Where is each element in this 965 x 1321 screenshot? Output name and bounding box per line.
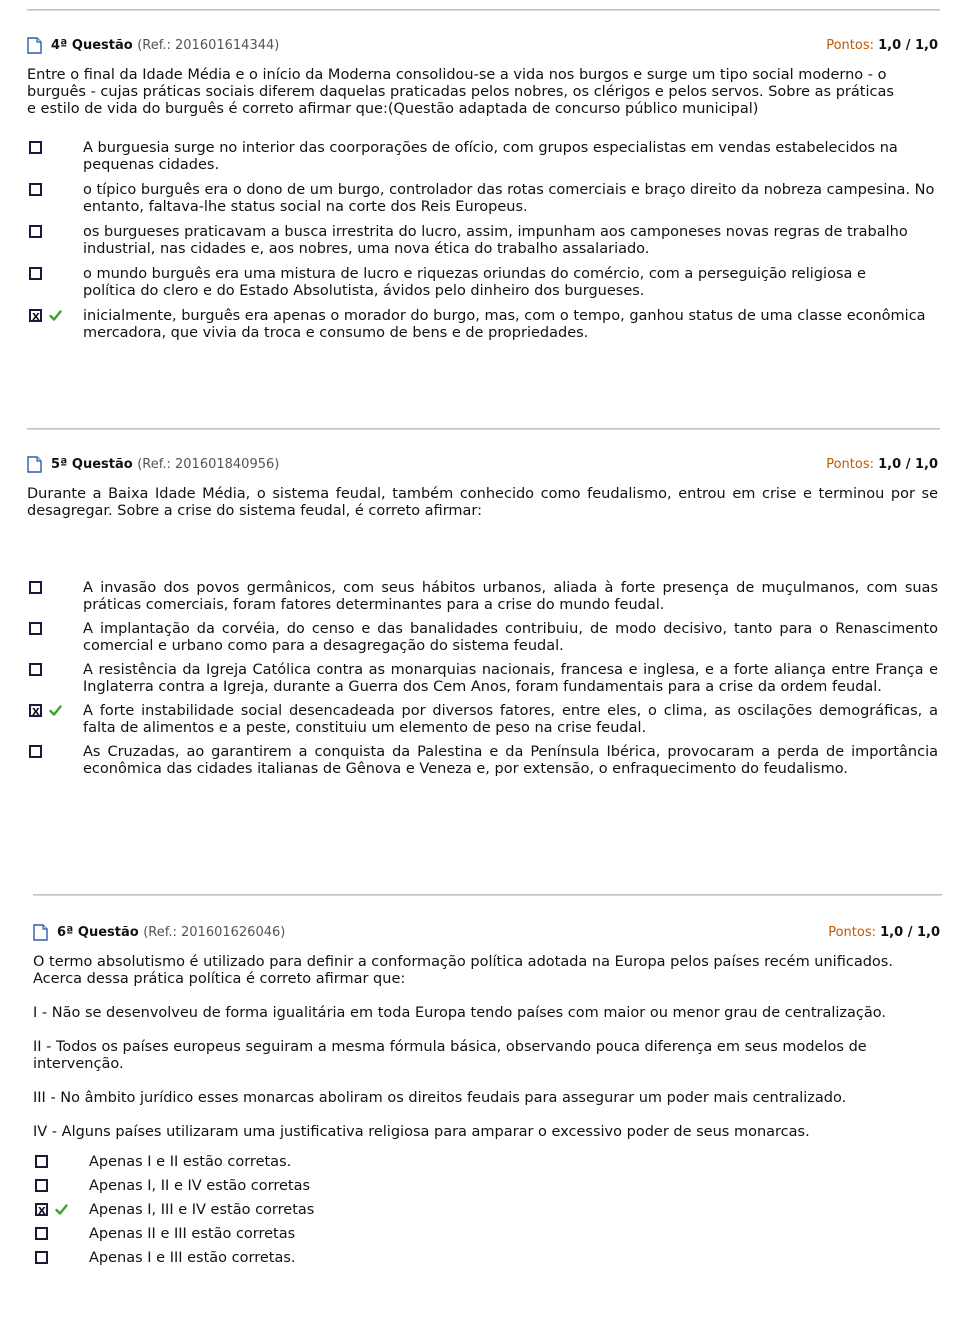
stem-paragraph: IV - Alguns países utilizaram uma justificativa religiosa para amparar o excessivo poder de seus monarcas. — [33, 1124, 810, 1140]
option[interactable] — [27, 744, 938, 778]
check-icon — [49, 704, 62, 717]
option[interactable] — [33, 1226, 940, 1243]
option-text: As Cruzadas, ao garantirem a conquista da Palestina e da Península Ibérica, provocaram a perda de importância econômica das cidades italianas de Gênova e Veneza e, por extensão, o enfraquecimento do feudalismo. — [83, 744, 938, 777]
option-text: Apenas I, III e IV estão corretas — [89, 1202, 315, 1218]
points: Pontos: 1,0 / 1,0 — [828, 925, 940, 940]
options — [27, 580, 938, 778]
option-text: Apenas I, II e IV estão corretas — [89, 1178, 311, 1194]
question-6 — [33, 924, 940, 1267]
divider — [33, 894, 942, 896]
checkbox-checked[interactable] — [35, 1203, 48, 1216]
option-text: Apenas I e III estão corretas. — [89, 1250, 296, 1266]
option-selected[interactable] — [27, 703, 938, 737]
option-text: o mundo burguês era uma mistura de lucro e riquezas oriundas do comércio, com a perseguição religiosa e política do clero e do Estado Absolutista, ávidos pelo dinheiro dos burgueses. — [83, 266, 866, 299]
check-icon — [49, 309, 62, 322]
option[interactable] — [33, 1250, 940, 1267]
checkbox[interactable] — [35, 1251, 48, 1264]
stem-paragraph: II - Todos os países europeus seguiram a mesma fórmula básica, observando pouca diferença em seus modelos de intervenção. — [33, 1039, 867, 1072]
question-5 — [27, 456, 938, 785]
checkbox[interactable] — [29, 745, 42, 758]
option-text: Apenas II e III estão corretas — [89, 1226, 296, 1242]
option[interactable] — [27, 580, 938, 614]
points: Pontos: 1,0 / 1,0 — [826, 457, 938, 472]
option[interactable] — [27, 140, 903, 174]
check-icon — [55, 1203, 68, 1216]
option-text: o típico burguês era o dono de um burgo, controlador das rotas comerciais e braço direito da nobreza campesina. No entanto, faltava-lhe status social na corte dos Reis Europeus. — [83, 182, 935, 215]
checkbox[interactable] — [29, 581, 42, 594]
option-text: A implantação da corvéia, do censo e das banalidades contribuiu, de modo decisivo, tanto para o Renascimento comercial e urbano como para a desagregação do sistema feudal. — [83, 621, 938, 654]
checkbox[interactable] — [35, 1155, 48, 1168]
question-stem: Durante a Baixa Idade Média, o sistema feudal, também conhecido como feudalismo, entrou em crise e terminou por se desagregar. Sobre a crise do sistema feudal, é correto afirmar: — [27, 486, 938, 519]
checkbox[interactable] — [29, 225, 42, 238]
question-4 — [27, 37, 938, 350]
option[interactable] — [27, 182, 943, 216]
option-text: os burgueses praticavam a busca irrestrita do lucro, assim, impunham aos camponeses novas regras de trabalho industrial, nas cidades e, aos nobres, uma nova ética do trabalho assalariado. — [83, 224, 908, 257]
document-icon — [33, 924, 48, 941]
checkbox[interactable] — [35, 1227, 48, 1240]
stem-paragraph: O termo absolutismo é utilizado para definir a conformação política adotada na Europa pelos países recém unificados. Acerca dessa prática política é correto afirmar que: — [33, 954, 893, 987]
options — [33, 1154, 940, 1267]
checkbox[interactable] — [29, 183, 42, 196]
checkbox[interactable] — [35, 1179, 48, 1192]
checkbox-checked[interactable] — [29, 309, 42, 322]
option[interactable] — [27, 621, 938, 655]
question-header — [27, 456, 938, 476]
option-text: A forte instabilidade social desencadeada por diversos fatores, entre eles, o clima, as oscilações demográficas, a falta de alimentos e a peste, constituiu um elemento de peso na crise feudal. — [83, 703, 938, 736]
question-header — [27, 37, 938, 57]
option-text: A resistência da Igreja Católica contra as monarquias nacionais, francesa e inglesa, e a forte aliança entre França e Inglaterra contra a Igreja, durante a Guerra dos Cem Anos, foram fundamentais para a crise da ordem feudal. — [83, 662, 938, 695]
stem-paragraph: I - Não se desenvolveu de forma igualitária em toda Europa tendo países com maior ou menor grau de centralização. — [33, 1005, 887, 1021]
divider — [27, 9, 940, 11]
option[interactable] — [33, 1154, 940, 1171]
checkbox-checked[interactable] — [29, 704, 42, 717]
option-text: Apenas I e II estão corretas. — [89, 1154, 292, 1170]
divider — [27, 428, 940, 430]
option[interactable] — [33, 1178, 940, 1195]
option-text: A burguesia surge no interior das coorporações de ofício, com grupos especialistas em vendas estabelecidos na pequenas cidades. — [83, 140, 898, 173]
stem-paragraph: III - No âmbito jurídico esses monarcas aboliram os direitos feudais para assegurar um poder mais centralizado. — [33, 1090, 847, 1106]
question-title: 5ª Questão (Ref.: 201601840956) — [51, 457, 280, 472]
option-selected[interactable] — [33, 1202, 940, 1219]
option[interactable] — [27, 224, 943, 258]
option-selected[interactable] — [27, 308, 943, 342]
checkbox[interactable] — [29, 622, 42, 635]
points: Pontos: 1,0 / 1,0 — [826, 38, 938, 53]
question-title: 4ª Questão (Ref.: 201601614344) — [51, 38, 280, 53]
document-icon — [27, 37, 42, 54]
option-text: inicialmente, burguês era apenas o morador do burgo, mas, com o tempo, ganhou status de uma classe econômica mercadora, que vivia da troca e consumo de bens e de propriedades. — [83, 308, 926, 341]
checkbox[interactable] — [29, 141, 42, 154]
checkbox[interactable] — [29, 663, 42, 676]
question-title: 6ª Questão (Ref.: 201601626046) — [57, 925, 286, 940]
document-icon — [27, 456, 42, 473]
question-stem: Entre o final da Idade Média e o início da Moderna consolidou-se a vida nos burgos e surge um tipo social moderno - o burguês - cujas práticas sociais diferem daquelas praticadas pelos nobres, os clérigos e pelos servos. Sobre as práticas e estilo de vida do burguês é correto afirmar que:(Questão adaptada de concurso público municipal) — [27, 67, 894, 117]
checkbox[interactable] — [29, 267, 42, 280]
option[interactable] — [27, 266, 903, 300]
question-header — [33, 924, 940, 944]
option[interactable] — [27, 662, 938, 696]
options — [27, 140, 938, 342]
option-text: A invasão dos povos germânicos, com seus hábitos urbanos, aliada à forte presença de muçulmanos, com suas práticas comerciais, foram fatores determinantes para a crise do mundo feudal. — [83, 580, 938, 613]
question-stem — [33, 954, 893, 1141]
